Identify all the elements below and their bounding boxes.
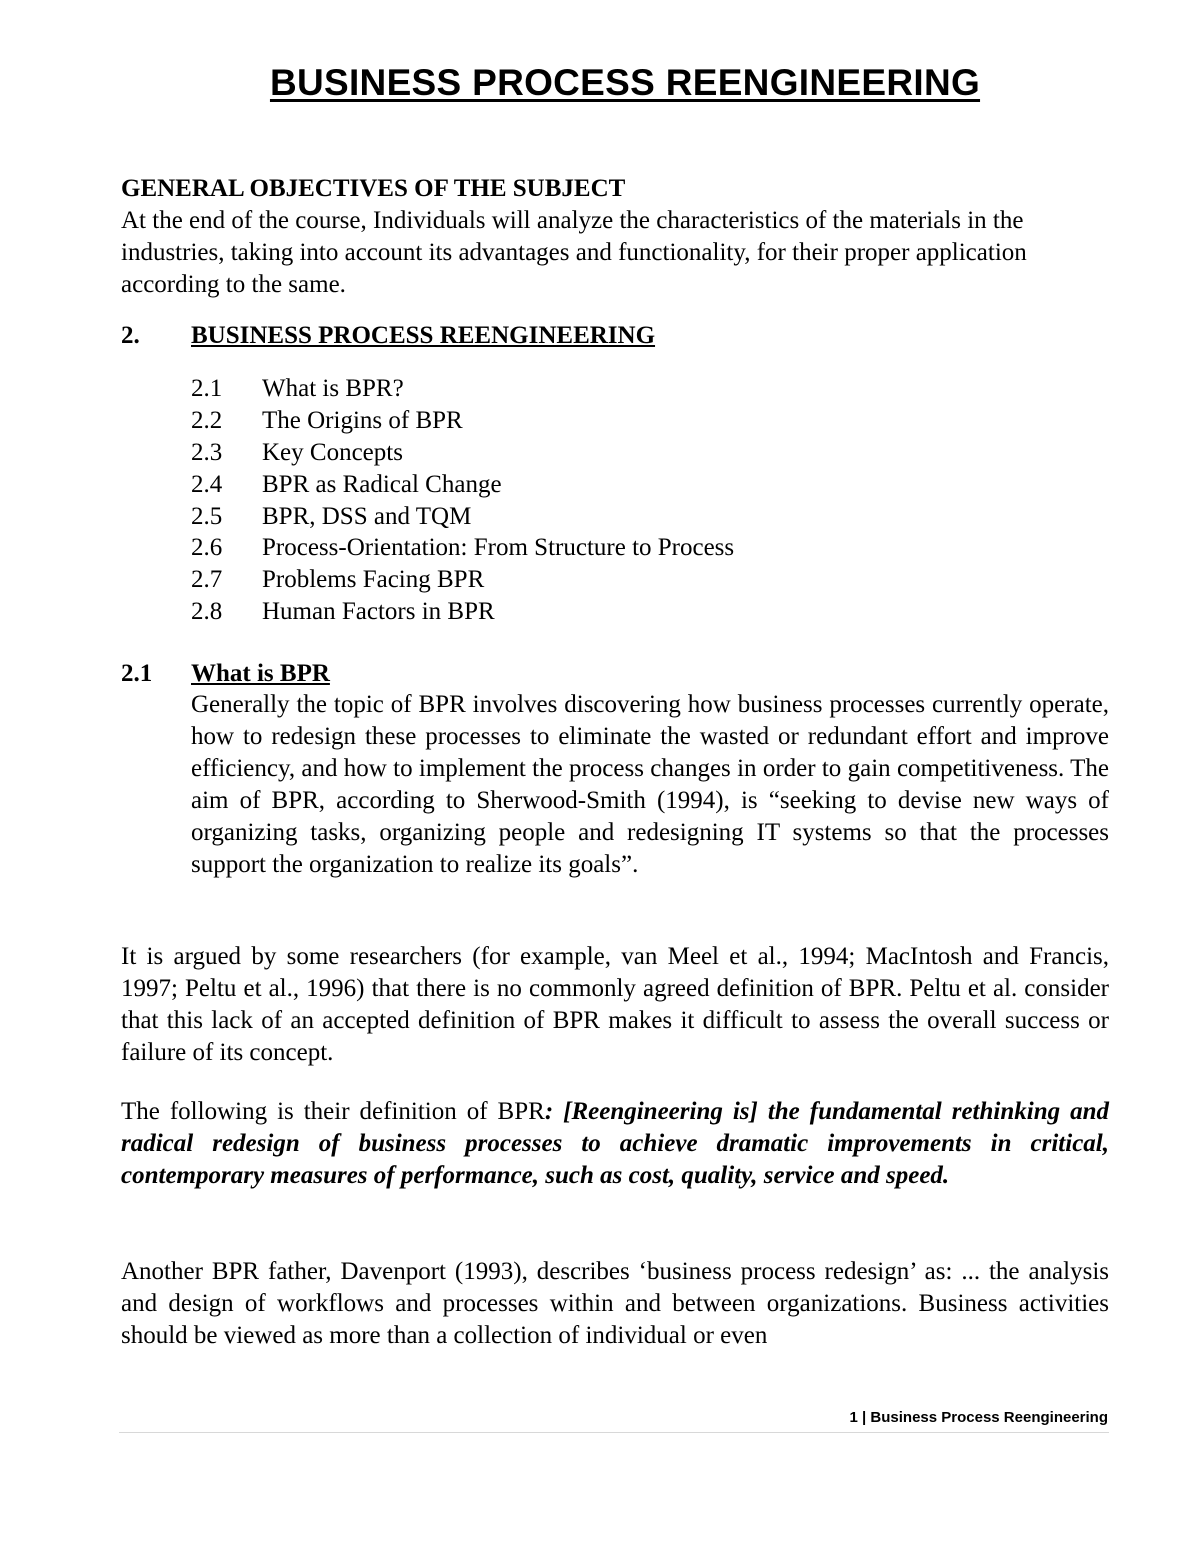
footer-divider: [119, 1432, 1109, 1433]
section-2-1-heading: [121, 658, 330, 690]
toc-item-label: Human Factors in BPR: [262, 598, 495, 626]
general-objectives-heading: GENERAL OBJECTIVES OF THE SUBJECT: [121, 175, 626, 202]
general-objectives-body: At the end of the course, Individuals will analyze the characteristics of the materials in the industries, taking into account its advantages and functionality, for their proper application according to the same.: [121, 207, 1027, 298]
toc-item-label: Process-Orientation: From Structure to Process: [262, 534, 735, 562]
toc-item: [191, 532, 734, 564]
toc-item-label: What is BPR?: [262, 375, 404, 402]
document-title: BUSINESS PROCESS REENGINEERING: [269, 62, 981, 103]
toc-item-label: Problems Facing BPR: [262, 566, 485, 594]
section-2-1-body: Generally the topic of BPR involves discovering how business processes currently operate, how to redesign these processes to eliminate the wasted or redundant effort and improve efficiency, and how to implement the process changes in order to gain competitiveness. The aim of BPR, according to Sherwood-Smith (1994), is “seeking to devise new ways of organizing tasks, organizing people and redesigning IT systems so that the processes support the organization to realize its goals”.: [191, 691, 1109, 878]
paragraph-definition: [121, 1096, 1109, 1192]
table-of-contents: [191, 373, 734, 628]
toc-item: [191, 501, 734, 533]
toc-item: [191, 373, 734, 405]
toc-item-number: 2.5: [191, 502, 223, 530]
section-2-number: 2.: [121, 322, 140, 349]
toc-item: [191, 405, 734, 437]
page-footer: 1 | Business Process Reengineering: [849, 1409, 1108, 1426]
section-2-heading: [121, 320, 655, 352]
toc-item-label: The Origins of BPR: [262, 406, 463, 434]
toc-item-number: 2.8: [191, 598, 223, 626]
definition-lead: The following is their definition of BPR: [121, 1098, 545, 1125]
toc-item-number: 2.1: [191, 375, 223, 402]
definition-quote: : [Reengineering is] the fundamental rethinking and radical redesign of business processes to achieve dramatic improvements in critical, contemporary measures of performance, such as cost, quality, service and speed.: [121, 1098, 1109, 1189]
toc-item: [191, 596, 734, 628]
toc-item-label: Key Concepts: [262, 438, 403, 466]
paragraph-researchers: It is argued by some researchers (for example, van Meel et al., 1994; MacIntosh and Francis, 1997; Peltu et al., 1996) that there is no commonly agreed definition of BPR. Peltu et al. consider that this lack of an accepted definition of BPR makes it difficult to assess the overall success or failure of its concept.: [121, 943, 1109, 1066]
toc-item-number: 2.4: [191, 470, 223, 498]
toc-item: [191, 564, 734, 596]
toc-item-number: 2.6: [191, 534, 223, 562]
toc-item: [191, 469, 734, 501]
section-2-1-number: 2.1: [121, 660, 153, 687]
toc-item-number: 2.3: [191, 438, 223, 466]
toc-item-label: BPR as Radical Change: [262, 470, 502, 498]
toc-item-number: 2.7: [191, 566, 223, 594]
toc-item: [191, 437, 734, 469]
section-2-label: BUSINESS PROCESS REENGINEERING: [191, 322, 656, 349]
paragraph-davenport: Another BPR father, Davenport (1993), describes ‘business process redesign’ as: ... the analysis and design of workflows and processes within and between organizations. Business activities should be viewed as more than a collection of individual or even: [121, 1258, 1109, 1349]
section-2-1-label: What is BPR: [191, 660, 330, 687]
toc-item-number: 2.2: [191, 406, 223, 434]
toc-item-label: BPR, DSS and TQM: [262, 502, 472, 530]
